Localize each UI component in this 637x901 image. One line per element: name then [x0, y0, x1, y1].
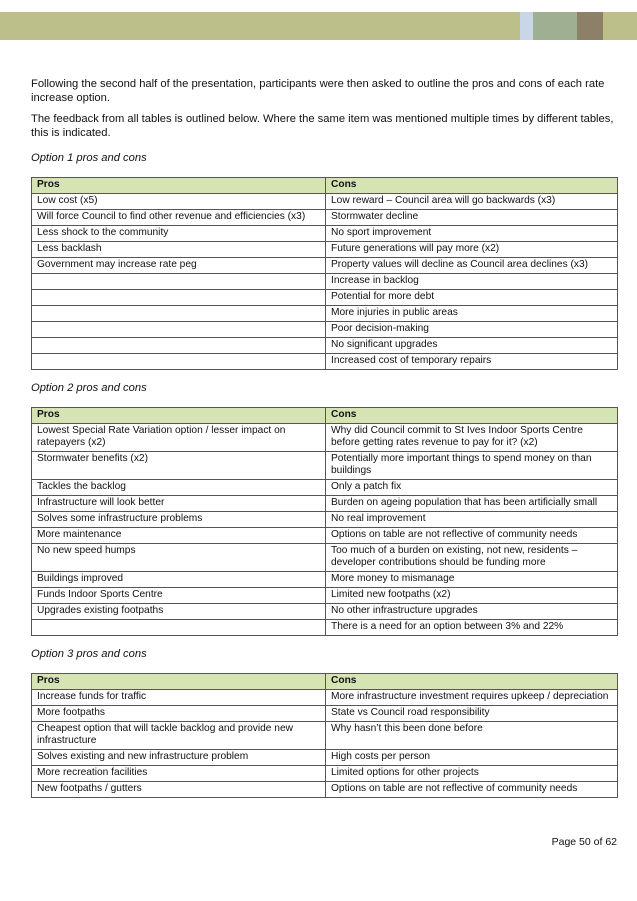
table-row — [32, 766, 618, 782]
pros-cell: More recreation facilities — [32, 766, 326, 782]
table-row — [32, 588, 618, 604]
table-row — [32, 210, 618, 226]
cons-cell: No other infrastructure upgrades — [326, 604, 618, 620]
table-row — [32, 782, 618, 798]
cons-cell: More infrastructure investment requires upkeep / depreciation — [326, 690, 618, 706]
table-row — [32, 354, 618, 370]
cons-cell: Poor decision-making — [326, 322, 618, 338]
table-header-row — [32, 408, 618, 424]
cons-cell: Potential for more debt — [326, 290, 618, 306]
pros-cell: Solves some infrastructure problems — [32, 512, 326, 528]
intro-paragraph-1: Following the second half of the presentation, participants were then asked to outline the pros and cons of each rate increase option. — [31, 78, 605, 104]
cons-cell: Burden on ageing population that has been artificially small — [326, 496, 618, 512]
pros-cell: Upgrades existing footpaths — [32, 604, 326, 620]
pros-cell: Government may increase rate peg — [32, 258, 326, 274]
table-header-row — [32, 178, 618, 194]
pros-cell: Low cost (x5) — [32, 194, 326, 210]
option-1-table — [31, 177, 618, 370]
pros-cell — [32, 338, 326, 354]
table-row — [32, 690, 618, 706]
cons-header: Cons — [326, 674, 618, 690]
table-row — [32, 750, 618, 766]
table-row — [32, 544, 618, 572]
table-row — [32, 322, 618, 338]
pros-cell — [32, 306, 326, 322]
cons-cell: No sport improvement — [326, 226, 618, 242]
document-body — [31, 78, 617, 798]
pros-cell — [32, 620, 326, 636]
cons-cell: Increased cost of temporary repairs — [326, 354, 618, 370]
pros-cell: Stormwater benefits (x2) — [32, 452, 326, 480]
cons-cell: Limited options for other projects — [326, 766, 618, 782]
cons-cell: Too much of a burden on existing, not new, residents – developer contributions should be funding more — [326, 544, 618, 572]
pros-cell: More footpaths — [32, 706, 326, 722]
option-3-title: Option 3 pros and cons — [31, 648, 147, 660]
pros-cell: No new speed humps — [32, 544, 326, 572]
pros-cell: Less backlash — [32, 242, 326, 258]
table-row — [32, 528, 618, 544]
cons-cell: Low reward – Council area will go backwards (x3) — [326, 194, 618, 210]
pros-cell: Lowest Special Rate Variation option / lesser impact on ratepayers (x2) — [32, 424, 326, 452]
table-row — [32, 274, 618, 290]
table-row — [32, 258, 618, 274]
cons-cell: Why hasn’t this been done before — [326, 722, 618, 750]
table-row — [32, 722, 618, 750]
table-row — [32, 480, 618, 496]
table-row — [32, 306, 618, 322]
option-2-table — [31, 407, 618, 636]
table-row — [32, 452, 618, 480]
table-row — [32, 226, 618, 242]
pros-cell — [32, 354, 326, 370]
table-row — [32, 338, 618, 354]
cons-cell: Potentially more important things to spend money on than buildings — [326, 452, 618, 480]
pros-cell: Solves existing and new infrastructure problem — [32, 750, 326, 766]
pros-cell: Increase funds for traffic — [32, 690, 326, 706]
table-header-row — [32, 674, 618, 690]
table-row — [32, 242, 618, 258]
cons-cell: Increase in backlog — [326, 274, 618, 290]
table-row — [32, 512, 618, 528]
pros-cell: Buildings improved — [32, 572, 326, 588]
pros-cell — [32, 290, 326, 306]
cons-cell: Options on table are not reflective of community needs — [326, 528, 618, 544]
pros-cell — [32, 322, 326, 338]
page-number: Page 50 of 62 — [551, 836, 617, 848]
pros-cell: Cheapest option that will tackle backlog and provide new infrastructure — [32, 722, 326, 750]
pros-cell — [32, 274, 326, 290]
header-accent-sage — [533, 12, 577, 40]
table-row — [32, 424, 618, 452]
cons-cell: More money to mismanage — [326, 572, 618, 588]
table-row — [32, 706, 618, 722]
cons-cell: Stormwater decline — [326, 210, 618, 226]
option-3-table — [31, 673, 618, 798]
cons-cell: Only a patch fix — [326, 480, 618, 496]
cons-cell: Why did Council commit to St Ives Indoor Sports Centre before getting rates revenue to pay for it? (x2) — [326, 424, 618, 452]
cons-cell: No significant upgrades — [326, 338, 618, 354]
option-1-title: Option 1 pros and cons — [31, 152, 147, 164]
table-row — [32, 194, 618, 210]
cons-cell: High costs per person — [326, 750, 618, 766]
pros-cell: Less shock to the community — [32, 226, 326, 242]
cons-header: Cons — [326, 408, 618, 424]
pros-cell: Infrastructure will look better — [32, 496, 326, 512]
table-row — [32, 604, 618, 620]
pros-header: Pros — [32, 674, 326, 690]
cons-cell: Limited new footpaths (x2) — [326, 588, 618, 604]
option-2-title: Option 2 pros and cons — [31, 382, 147, 394]
table-row — [32, 620, 618, 636]
pros-cell: Tackles the backlog — [32, 480, 326, 496]
header-accent-taupe — [577, 12, 603, 40]
pros-cell: New footpaths / gutters — [32, 782, 326, 798]
pros-header: Pros — [32, 408, 326, 424]
cons-cell: There is a need for an option between 3% and 22% — [326, 620, 618, 636]
header-band — [0, 12, 637, 40]
header-accent-light-blue — [520, 12, 533, 40]
table-row — [32, 572, 618, 588]
table-row — [32, 496, 618, 512]
cons-cell: More injuries in public areas — [326, 306, 618, 322]
pros-cell: Funds Indoor Sports Centre — [32, 588, 326, 604]
intro-paragraph-2: The feedback from all tables is outlined below. Where the same item was mentioned multiple times by different tables, this is indicated. — [31, 113, 614, 139]
cons-cell: Future generations will pay more (x2) — [326, 242, 618, 258]
pros-cell: Will force Council to find other revenue and efficiencies (x3) — [32, 210, 326, 226]
cons-cell: No real improvement — [326, 512, 618, 528]
pros-header: Pros — [32, 178, 326, 194]
options-container — [31, 152, 617, 798]
cons-cell: State vs Council road responsibility — [326, 706, 618, 722]
cons-cell: Property values will decline as Council area declines (x3) — [326, 258, 618, 274]
cons-cell: Options on table are not reflective of community needs — [326, 782, 618, 798]
cons-header: Cons — [326, 178, 618, 194]
pros-cell: More maintenance — [32, 528, 326, 544]
table-row — [32, 290, 618, 306]
